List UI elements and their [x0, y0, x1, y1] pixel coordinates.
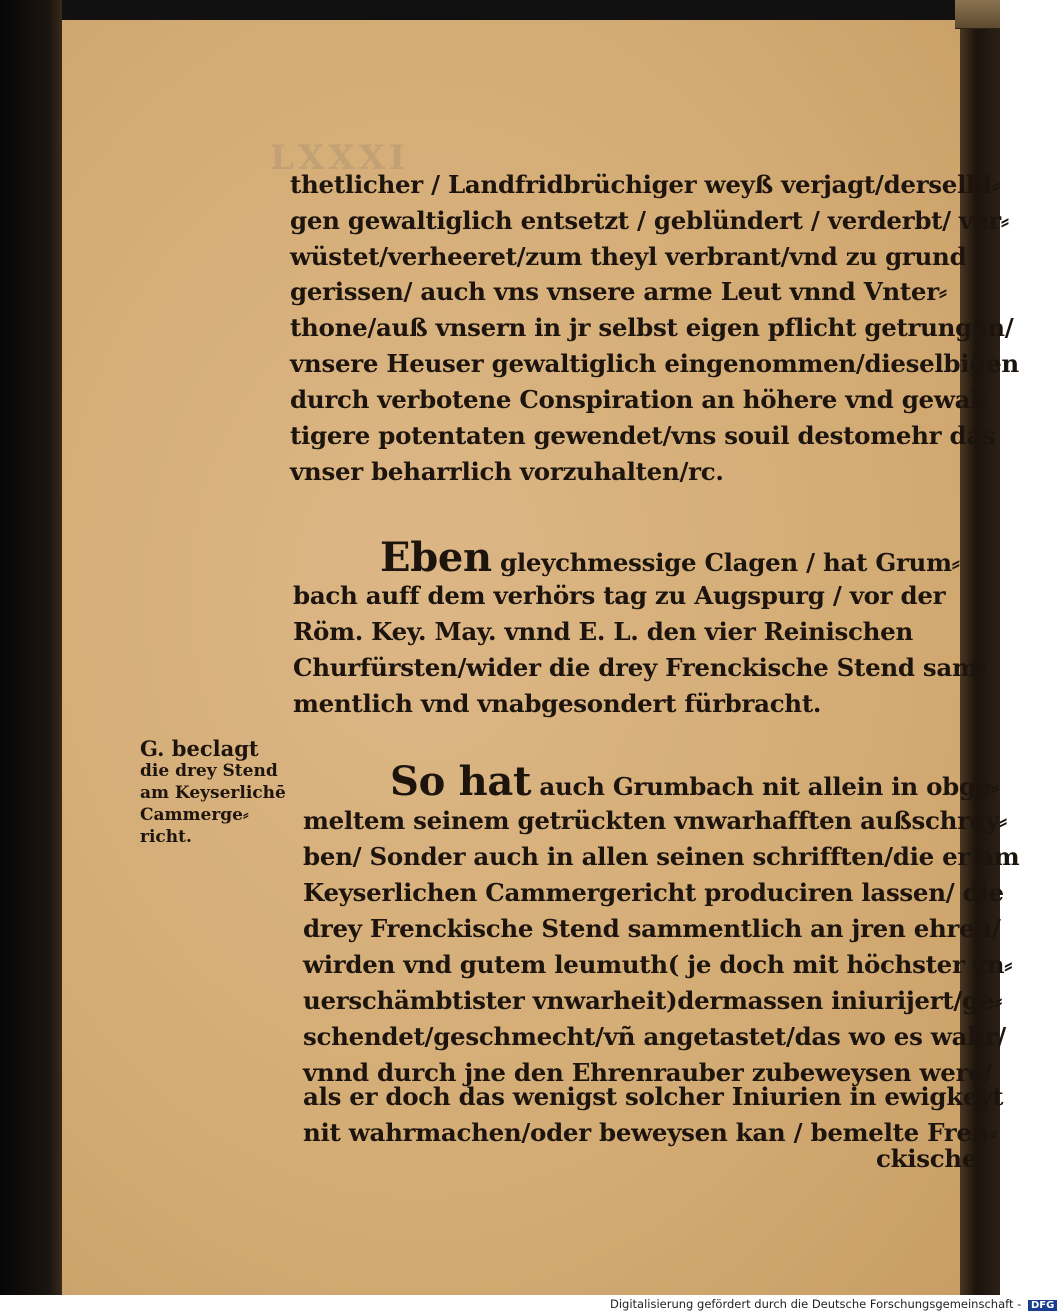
text-line: ben/ Sonder auch in allen seinen schrifften/die er am	[303, 842, 1020, 871]
text-line: uerschämbtister vnwarheit)dermassen iniurijert/ge⸗	[303, 986, 1002, 1015]
text-line: gleychmessige Clagen / hat Grum⸗	[500, 548, 960, 577]
catchword: ckische	[876, 1144, 978, 1173]
margin-note-line: die drey Stend	[140, 761, 278, 781]
text-line: tigere potentaten gewendet/vns souil destomehr das	[290, 421, 996, 450]
text-line: mentlich vnd vnabgesondert fürbracht.	[293, 689, 822, 718]
margin-note-line: richt.	[140, 827, 192, 847]
dfg-logo-icon: DFG	[1028, 1300, 1057, 1311]
text-line: drey Frenckische Stend sammentlich an jren ehren/	[303, 914, 1001, 943]
text-line: meltem seinem getrückten vnwarhafften außschrey⸗	[303, 806, 1007, 835]
margin-note-line: Cammerge⸗	[140, 805, 249, 825]
text-line: gerissen/ auch vns vnsere arme Leut vnnd Vnter⸗	[290, 277, 947, 306]
text-line: schendet/geschmecht/vñ angetastet/das wo es wahr/	[303, 1022, 1006, 1051]
text-line: thone/auß vnsern in jr selbst eigen pflicht getrungen/	[290, 313, 1014, 342]
text-line: Röm. Key. May. vnnd E. L. den vier Reinischen	[293, 617, 913, 646]
text-line: als er doch das wenigst solcher Iniurien in ewigkeyt	[303, 1082, 1004, 1111]
margin-note-line: am Keyserlichē	[140, 783, 286, 803]
initial-so-hat: So hat	[390, 758, 532, 805]
text-line: bach auff dem verhörs tag zu Augspurg / vor der	[293, 581, 946, 610]
footer-credit	[610, 1297, 1057, 1311]
text-line: thetlicher / Landfridbrüchiger weyß verjagt/derselbi⸗	[290, 170, 1000, 199]
text-line: vnnd durch jne den Ehrenrauber zubeweysen were/	[303, 1058, 993, 1087]
footer-text: Digitalisierung gefördert durch die Deutsche Forschungsgemeinschaft -	[610, 1297, 1022, 1311]
text-line: Churfürsten/wider die drey Frenckische Stend sam⸗	[293, 653, 986, 682]
book-left-edge	[0, 0, 62, 1295]
margin-note-line: G. beclagt	[140, 736, 259, 761]
page-number: LXXXI	[270, 138, 409, 178]
text-line: wüstet/verheeret/zum theyl verbrant/vnd zu grund	[290, 242, 967, 271]
text-line: vnsere Heuser gewaltiglich eingenommen/dieselbigen	[290, 349, 1019, 378]
text-line: durch verbotene Conspiration an höhere vnd gewal⸗	[290, 385, 988, 414]
page-clip	[955, 0, 1000, 29]
text-line: nit wahrmachen/oder beweysen kan / bemelte Fren⸗	[303, 1118, 998, 1147]
paragraph-3-first-line	[390, 758, 999, 805]
text-line: Keyserlichen Cammergericht produciren lassen/ die	[303, 878, 1004, 907]
text-line: wirden vnd gutem leumuth( je doch mit höchster vn⸗	[303, 950, 1013, 979]
text-line: gen gewaltiglich entsetzt / geblündert / verderbt/ ver⸗	[290, 206, 1009, 235]
paragraph-2-first-line	[380, 534, 960, 581]
margin-note	[140, 738, 286, 848]
text-line: auch Grumbach nit allein in obge⸗	[539, 772, 999, 801]
initial-eben: Eben	[380, 534, 492, 581]
text-line: vnser beharrlich vorzuhalten/rc.	[290, 457, 724, 486]
